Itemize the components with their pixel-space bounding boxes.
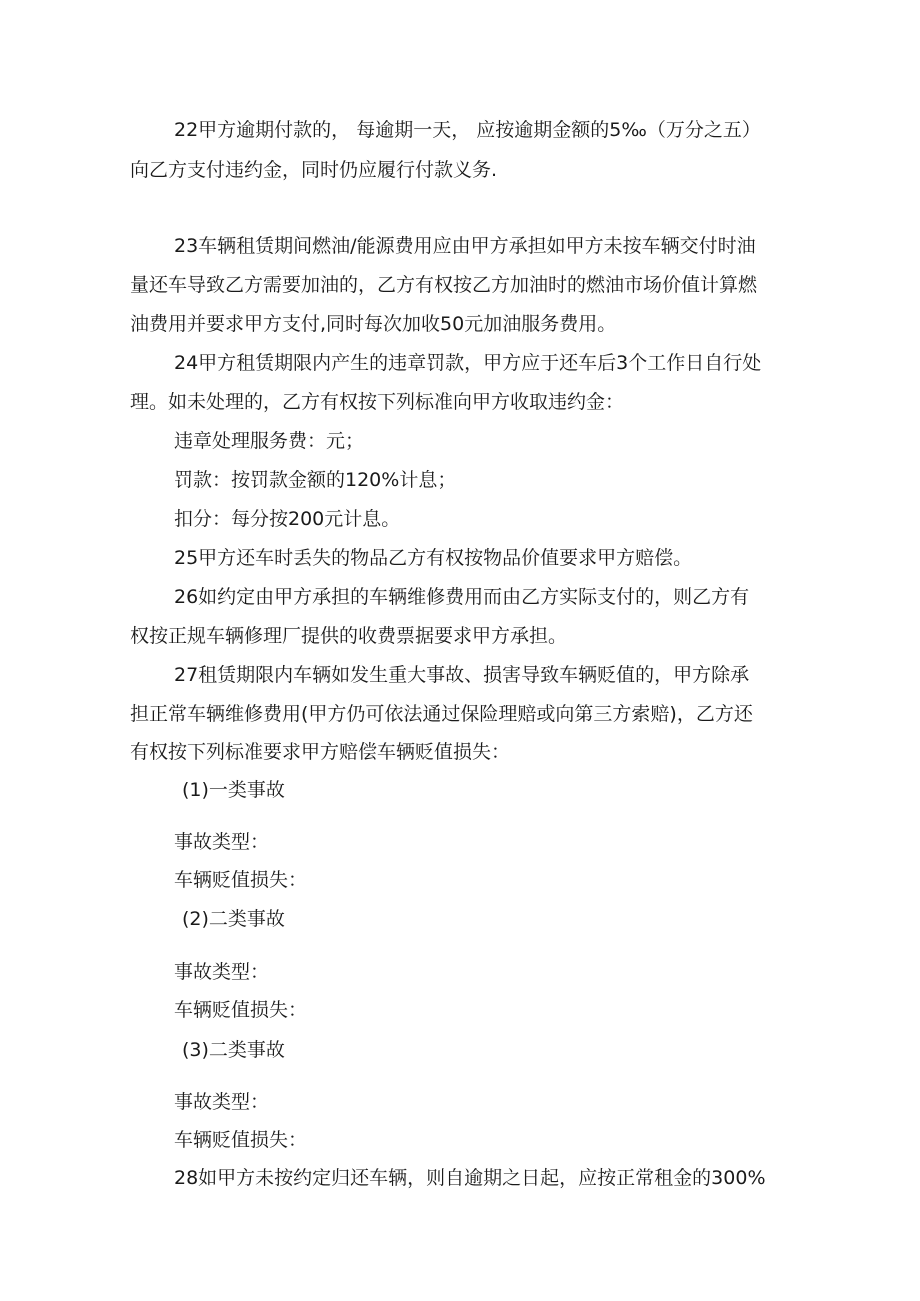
clause-22-line-1: 22甲方逾期付款的， 每逾期一天， 应按逾期金额的5‰（万分之五） [174, 119, 761, 141]
clause-27-line-3: 有权按下列标准要求甲方赔偿车辆贬值损失： [130, 741, 511, 763]
clause-26-line-1: 26如约定由甲方承担的车辆维修费用而由乙方实际支付的，则乙方有 [174, 586, 750, 608]
clause-24-line-2: 理。如未处理的，乙方有权按下列标准向甲方收取违约金： [130, 391, 625, 413]
clause-27-line-2: 担正常车辆维修费用(甲方仍可依法通过保险理赔或向第三方索赔)，乙方还 [130, 703, 753, 725]
accident-1-heading: (1)一类事故 [182, 779, 285, 801]
accident-3-heading: (3)二类事故 [182, 1039, 285, 1061]
clause-23-line-3: 油费用并要求甲方支付,同时每次加收50元加油服务费用。 [130, 313, 617, 335]
clause-23-line-1: 23车辆租赁期间燃油/能源费用应由甲方承担如甲方未按车辆交付时油 [174, 235, 756, 257]
clause-26-line-2: 权按正规车辆修理厂提供的收费票据要求甲方承担。 [130, 625, 568, 647]
clause-24-item-points: 扣分：每分按200元计息。 [174, 508, 401, 530]
accident-1-loss-label: 车辆贬值损失： [174, 869, 308, 891]
clause-24-item-service-fee: 违章处理服务费：元； [174, 430, 365, 452]
accident-3-loss-label: 车辆贬值损失： [174, 1129, 308, 1151]
accident-3-type-label: 事故类型： [174, 1091, 270, 1113]
accident-1-type-label: 事故类型： [174, 831, 270, 853]
clause-24-line-1: 24甲方租赁期限内产生的违章罚款，甲方应于还车后3个工作日自行处 [174, 352, 762, 374]
accident-2-loss-label: 车辆贬值损失： [174, 999, 308, 1021]
clause-25-line-1: 25甲方还车时丢失的物品乙方有权按物品价值要求甲方赔偿。 [174, 547, 693, 569]
accident-2-heading: (2)二类事故 [182, 908, 285, 930]
clause-23-line-2: 量还车导致乙方需要加油的，乙方有权按乙方加油时的燃油市场价值计算燃 [130, 274, 758, 296]
accident-2-type-label: 事故类型： [174, 961, 270, 983]
clause-27-line-1: 27租赁期限内车辆如发生重大事故、损害导致车辆贬值的，甲方除承 [174, 664, 750, 686]
clause-28-line-1: 28如甲方未按约定归还车辆，则自逾期之日起，应按正常租金的300% [174, 1167, 766, 1189]
clause-22-line-2: 向乙方支付违约金，同时仍应履行付款义务. [130, 159, 498, 181]
clause-24-item-fine: 罚款：按罚款金额的120%计息； [174, 469, 457, 491]
